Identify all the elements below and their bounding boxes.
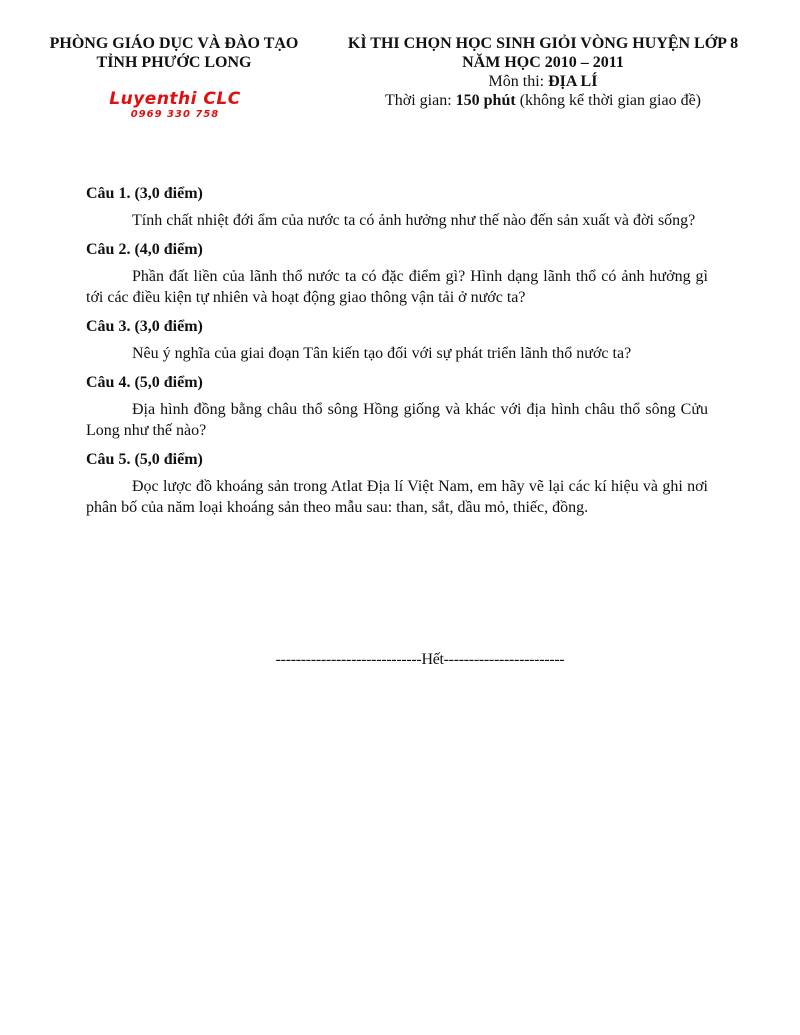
- province-name: TỈNH PHƯỚC LONG: [96, 54, 252, 71]
- question-2: [86, 239, 708, 308]
- question-4: [86, 372, 708, 441]
- question-text: Tính chất nhiệt đới ẩm của nước ta có ảnh hưởng như thế nào đến sản xuất và đời sống?: [132, 212, 696, 229]
- school-year: NĂM HỌC 2010 – 2011: [462, 54, 624, 71]
- question-title: Câu 5. (5,0 điểm): [86, 451, 203, 468]
- time-label: Thời gian:: [384, 92, 456, 109]
- question-title: Câu 3. (3,0 điểm): [86, 318, 203, 335]
- question-5: [86, 449, 708, 518]
- question-3: [86, 316, 708, 364]
- logo-phone: 0969 330 758: [130, 109, 220, 120]
- watermark-logo: [100, 90, 250, 121]
- logo-name: Luyenthi CLC: [109, 89, 241, 109]
- exam-title: KÌ THI CHỌN HỌC SINH GIỎI VÒNG HUYỆN LỚP 8: [347, 35, 739, 52]
- question-text: Phần đất liền của lãnh thổ nước ta có đặc điểm gì? Hình dạng lãnh thổ có ảnh hưởng gì tới các điều kiện tự nhiên và hoạt động giao thông vận tải ở nước ta?: [86, 268, 708, 306]
- subject-line: [318, 72, 768, 91]
- question-title: Câu 1. (3,0 điểm): [86, 185, 203, 202]
- time-value: 150 phút: [455, 92, 516, 109]
- question-title: Câu 4. (5,0 điểm): [86, 374, 203, 391]
- question-text: Địa hình đồng bằng châu thổ sông Hồng giống và khác với địa hình châu thổ sông Cửu Long như thế nào?: [86, 401, 708, 439]
- subject-label: Môn thi:: [488, 73, 549, 90]
- question-title: Câu 2. (4,0 điểm): [86, 241, 203, 258]
- question-1: [86, 183, 708, 231]
- department-name: PHÒNG GIÁO DỤC VÀ ĐÀO TẠO: [49, 35, 299, 52]
- issuer-header: [30, 34, 318, 72]
- exam-header: [318, 34, 768, 110]
- time-line: [318, 91, 768, 110]
- question-text: Đọc lược đồ khoáng sản trong Atlat Địa lí Việt Nam, em hãy vẽ lại các kí hiệu và ghi nơi phân bố của năm loại khoáng sản theo mẫu sau: than, sắt, dầu mỏ, thiếc, đồng.: [86, 478, 708, 516]
- question-text: Nêu ý nghĩa của giai đoạn Tân kiến tạo đối với sự phát triển lãnh thổ nước ta?: [132, 345, 632, 362]
- question-list: [86, 183, 708, 526]
- subject-value: ĐỊA LÍ: [548, 73, 598, 90]
- time-note: (không kể thời gian giao đề): [515, 92, 701, 109]
- end-marker: -----------------------------Hết------------------------: [275, 651, 565, 668]
